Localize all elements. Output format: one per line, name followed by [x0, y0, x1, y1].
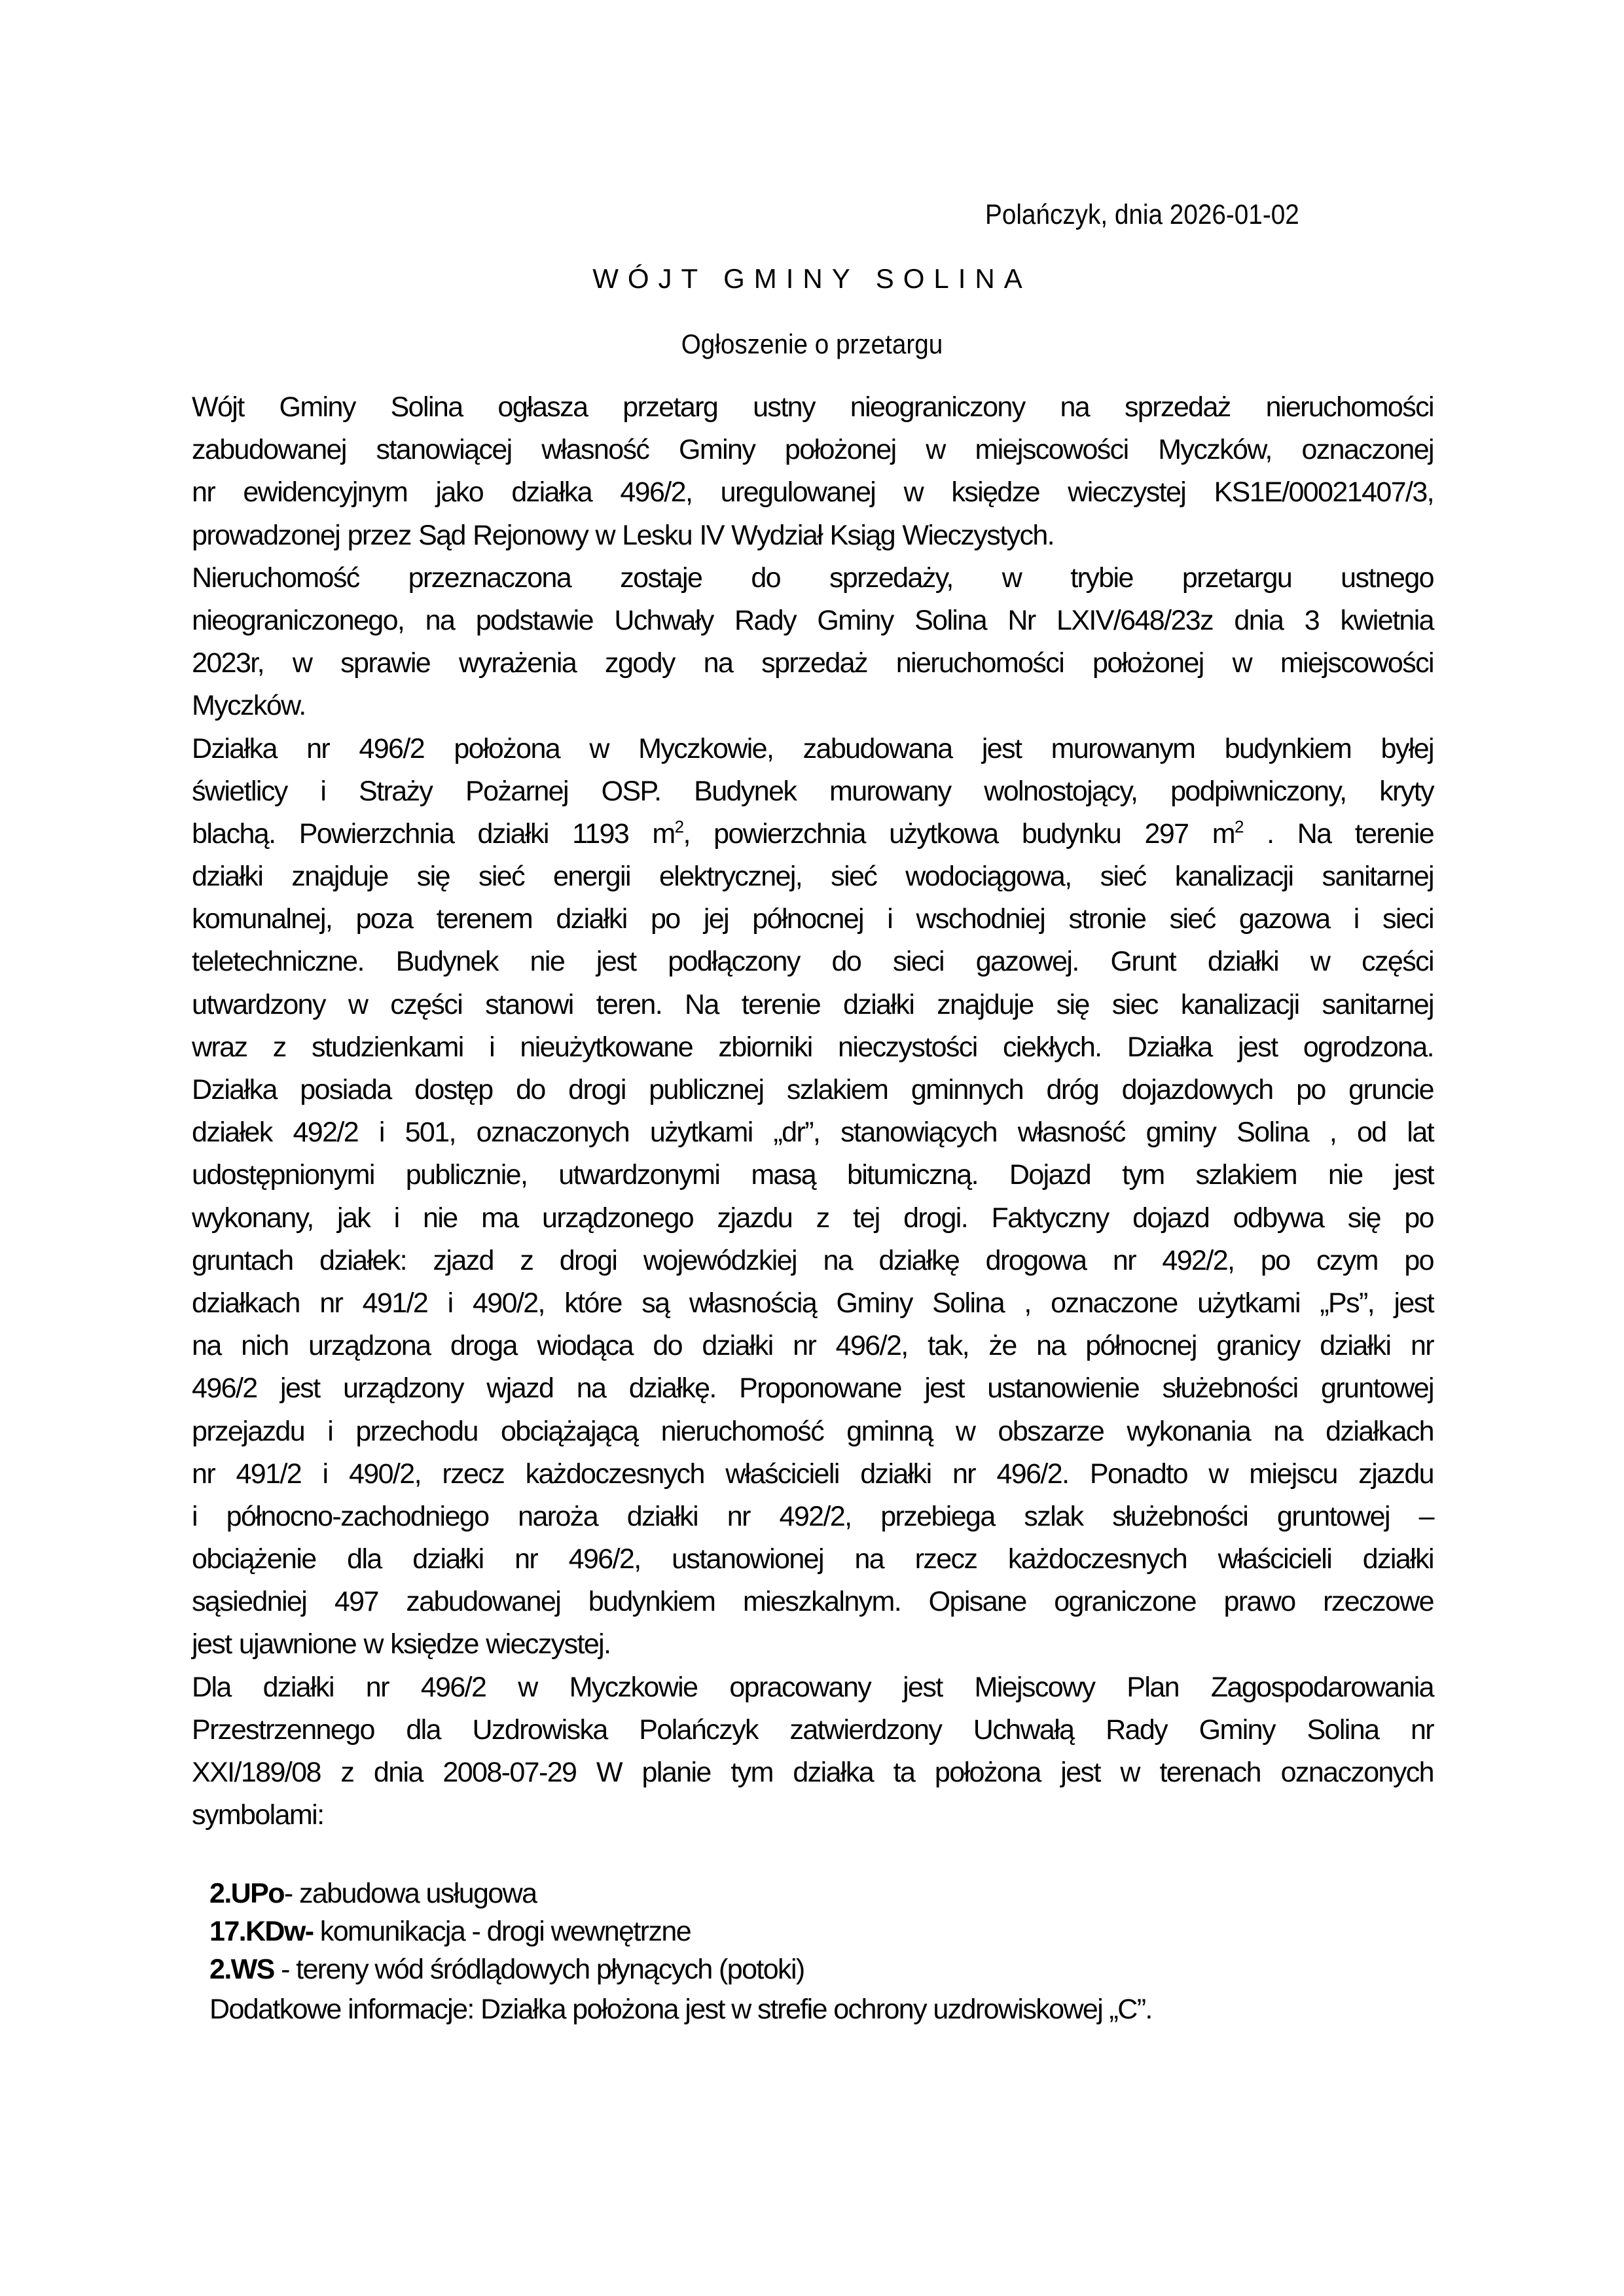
zoning-symbol-code: 2.UPo [209, 1878, 284, 1909]
zoning-symbol-item [209, 1874, 804, 1912]
area-text-3: . Na terenie [1242, 817, 1434, 850]
body-line: 496/2 jest urządzony wjazd na działkę. Proponowane jest ustanowienie służebności gruntowej [192, 1372, 1434, 1405]
body-line: Działka nr 496/2 położona w Myczkowie, zabudowana jest murowanym budynkiem byłej [192, 732, 1434, 764]
zoning-symbols-list [209, 1874, 804, 1988]
body-line: nr 491/2 i 490/2, rzecz każdoczesnych właścicieli działki nr 496/2. Ponadto w miejscu zjazdu [192, 1458, 1434, 1490]
area-text-2: , powierzchnia użytkowa budynku 297 m [683, 817, 1235, 850]
zoning-symbol-description: komunikacja - drogi wewnętrzne [313, 1916, 691, 1947]
body-line: działki znajduje się sieć energii elektrycznej, sieć wodociągowa, sieć kanalizacji sanitarnej [192, 861, 1434, 893]
body-line: prowadzonej przez Sąd Rejonowy w Lesku IV Wydział Ksiąg Wieczystych. [192, 519, 1055, 551]
body-line-area [192, 813, 1434, 855]
body-line: i północno-zachodniego naroża działki nr 492/2, przebiega szlak służebności gruntowej – [192, 1500, 1434, 1532]
body-line: Przestrzennego dla Uzdrowiska Polańczyk zatwierdzony Uchwałą Rady Gminy Solina nr [192, 1713, 1434, 1746]
additional-information: Dodatkowe informacje: Działka położona jest w strefie ochrony uzdrowiskowej „C”. [209, 1994, 1152, 2025]
body-line: działek 492/2 i 501, oznaczonych użytkami „dr”, stanowiących własność gminy Solina , od lat [192, 1117, 1434, 1149]
zoning-symbol-code: 17.KDw- [209, 1916, 314, 1947]
body-line: Działka posiada dostęp do drogi publicznej szlakiem gminnych dróg dojazdowych po gruncie [192, 1074, 1434, 1105]
body-line: nieograniczonego, na podstawie Uchwały Rady Gminy Solina Nr LXIV/648/23z dnia 3 kwietnia [192, 604, 1434, 636]
body-line: obciążenie dla działki nr 496/2, ustanowionej na rzecz każdoczesnych właścicieli działki [192, 1543, 1434, 1575]
zoning-symbol-code: 2.WS [209, 1954, 274, 1985]
document-title: Ogłoszenie o przetargu [681, 329, 943, 359]
body-line: symbolami: [192, 1799, 324, 1831]
body-line: Wójt Gminy Solina ogłasza przetarg ustny nieograniczony na sprzedaż nieruchomości [192, 391, 1434, 423]
body-line: Nieruchomość przeznaczona zostaje do sprzedaży, w trybie przetargu ustnego [192, 562, 1434, 594]
body-line: wraz z studzienkami i nieużytkowane zbiorniki nieczystości ciekłych. Działka jest ogrodzona. [192, 1031, 1434, 1063]
place-and-date: Polańczyk, dnia 2026-01-02 [985, 199, 1299, 230]
body-line: utwardzony w części stanowi teren. Na terenie działki znajduje się siec kanalizacji sanitarnej [192, 988, 1434, 1020]
zoning-symbol-item [209, 1950, 804, 1988]
zoning-symbol-description: - tereny wód śródlądowych płynących (potoki) [274, 1954, 804, 1985]
body-line: przejazdu i przechodu obciążającą nieruchomość gminną w obszarze wykonania na działkach [192, 1415, 1434, 1447]
body-line: Dla działki nr 496/2 w Myczkowie opracowany jest Miejscowy Plan Zagospodarowania [192, 1671, 1434, 1703]
body-line: teletechniczne. Budynek nie jest podłączony do sieci gazowej. Grunt działki w części [192, 946, 1434, 978]
zoning-symbol-item [209, 1912, 804, 1950]
body-line: 2023r, w sprawie wyrażenia zgody na sprzedaż nieruchomości położonej w miejscowości [192, 647, 1434, 679]
body-line: wykonany, jak i nie ma urządzonego zjazdu z tej drogi. Faktyczny dojazd odbywa się po [192, 1202, 1434, 1234]
body-line: gruntach działek: zjazd z drogi wojewódzkiej na działkę drogowa nr 492/2, po czym po [192, 1244, 1434, 1276]
announcement-body [192, 386, 1434, 1837]
body-line: świetlicy i Straży Pożarnej OSP. Budynek murowany wolnostojący, podpiwniczony, kryty [192, 775, 1434, 807]
body-line: nr ewidencyjnym jako działka 496/2, uregulowanej w księdze wieczystej KS1E/00021407/3, [192, 476, 1434, 509]
superscript-2: 2 [1234, 816, 1243, 836]
body-line: XXI/189/08 z dnia 2008-07-29 W planie tym działka ta położona jest w terenach oznaczonych [192, 1757, 1434, 1788]
superscript-2: 2 [674, 816, 683, 836]
area-text-1: blachą. Powierzchnia działki 1193 m [192, 817, 675, 850]
body-line: sąsiedniej 497 zabudowanej budynkiem mieszkalnym. Opisane ograniczone prawo rzeczowe [192, 1586, 1434, 1618]
body-line: działkach nr 491/2 i 490/2, które są własnością Gminy Solina , oznaczone użytkami „Ps”, jest [192, 1287, 1434, 1319]
body-line: Myczków. [192, 690, 306, 722]
body-line: jest ujawnione w księdze wieczystej. [192, 1628, 611, 1660]
issuer-heading: WÓJT GMINY SOLINA [592, 263, 1032, 294]
body-line: udostępnionymi publicznie, utwardzonymi masą bitumiczną. Dojazd tym szlakiem nie jest [192, 1159, 1434, 1191]
body-line: na nich urządzona droga wiodąca do działki nr 496/2, tak, że na północnej granicy działki nr [192, 1330, 1434, 1362]
body-line: zabudowanej stanowiącej własność Gminy położonej w miejscowości Myczków, oznaczonej [192, 434, 1434, 466]
zoning-symbol-description: - zabudowa usługowa [283, 1878, 537, 1909]
body-line: komunalnej, poza terenem działki po jej północnej i wschodniej stronie sieć gazowa i sieci [192, 903, 1434, 935]
